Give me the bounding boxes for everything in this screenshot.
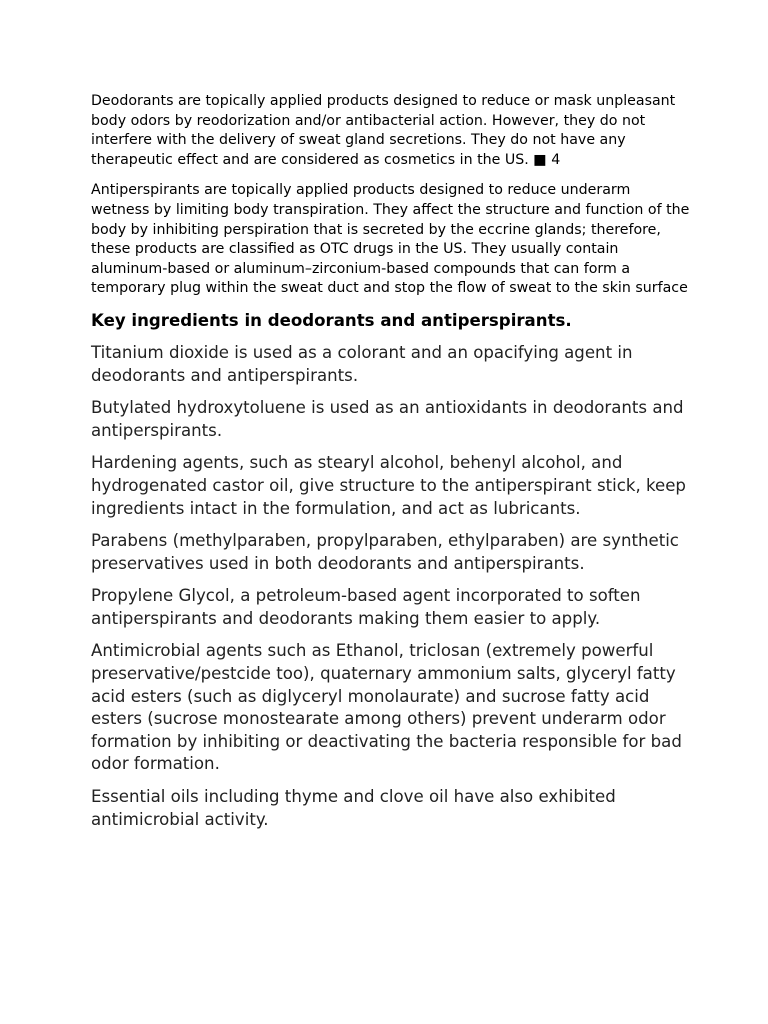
ingredient-paragraph-parabens: Parabens (methylparaben, propylparaben, ethylparaben) are synthetic preservatives used in both deodorants and antiperspirants. [91,531,679,573]
deodorants-definition-paragraph: Deodorants are topically applied products designed to reduce or mask unpleasant body odors by reodorization and/or antibacterial action. However, they do not interfere with the delivery of sweat gland secretions. They do not have any therapeutic effect and are considered as cosmetics in the US. ■ 4 [91,93,676,168]
ingredient-paragraph-propylene-glycol: Propylene Glycol, a petroleum-based agent incorporated to soften antiperspirants and deodorants making them easier to apply. [91,586,641,628]
ingredient-paragraph-titanium-dioxide: Titanium dioxide is used as a colorant and an opacifying agent in deodorants and antiperspirants. [91,342,633,385]
document-page [91,92,691,841]
ingredient-paragraph-essential-oils: Essential oils including thyme and clove oil have also exhibited antimicrobial activity. [91,787,616,829]
ingredient-paragraph-bht: Butylated hydroxytoluene is used as an antioxidants in deodorants and antiperspirants. [91,398,684,440]
ingredient-paragraph-antimicrobial-agents: Antimicrobial agents such as Ethanol, triclosan (extremely powerful preservative/pestcide too), quaternary ammonium salts, glyceryl fatty acid esters (such as diglyceryl monolaurate) and sucrose fatty acid esters (sucrose monostearate among others) prevent underarm odor formation by inhibiting or deactivating the bacteria responsible for bad odor formation. [91,641,682,774]
antiperspirants-definition-paragraph: Antiperspirants are topically applied products designed to reduce underarm wetness by limiting body transpiration. They affect the structure and function of the body by inhibiting perspiration that is secreted by the eccrine glands; therefore, these products are classified as OTC drugs in the US. They usually contain aluminum-based or aluminum–zirconium-based compounds that can form a temporary plug within the sweat duct and stop the flow of sweat to the skin surface [91,182,690,297]
section-heading: Key ingredients in deodorants and antiperspirants. [91,310,572,330]
ingredient-paragraph-hardening-agents: Hardening agents, such as stearyl alcohol, behenyl alcohol, and hydrogenated castor oil, give structure to the antiperspirant stick, keep ingredients intact in the formulation, and act as lubricants. [91,453,686,518]
